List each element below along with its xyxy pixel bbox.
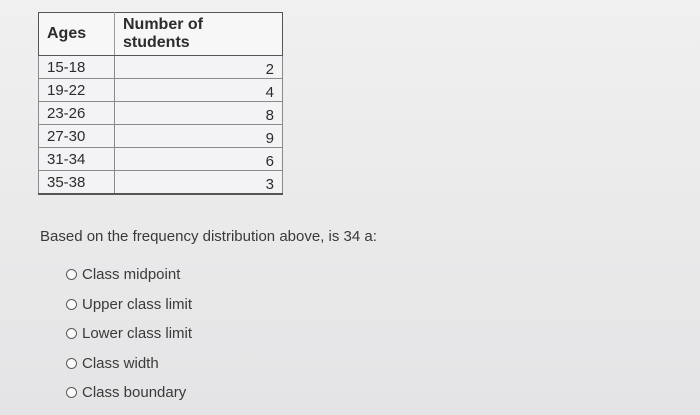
answer-options (66, 260, 192, 408)
radio-unchecked-icon[interactable] (66, 358, 77, 369)
table-row (39, 102, 283, 125)
count-cell: 3 (115, 171, 283, 195)
table-row (39, 148, 283, 171)
answer-option-lower-class-limit[interactable] (66, 319, 192, 349)
answer-option-class-width[interactable] (66, 349, 192, 379)
radio-unchecked-icon[interactable] (66, 328, 77, 339)
radio-unchecked-icon[interactable] (66, 299, 77, 310)
option-label: Upper class limit (82, 295, 193, 313)
count-cell: 9 (115, 125, 283, 148)
option-label: Lower class limit (82, 325, 193, 343)
table-row (39, 79, 283, 102)
table-row (39, 171, 283, 195)
count-cell: 6 (115, 148, 283, 171)
table-row (39, 56, 283, 79)
age-cell: 31-34 (39, 148, 115, 171)
radio-unchecked-icon[interactable] (66, 269, 77, 280)
option-label: Class boundary (82, 384, 187, 402)
column-header-ages: Ages (39, 13, 115, 56)
age-cell: 15-18 (39, 56, 115, 79)
age-cell: 19-22 (39, 79, 115, 102)
frequency-table (38, 12, 283, 195)
age-cell: 23-26 (39, 102, 115, 125)
option-label: Class midpoint (82, 266, 181, 284)
age-cell: 27-30 (39, 125, 115, 148)
option-label: Class width (82, 354, 159, 372)
count-cell: 8 (115, 102, 283, 125)
radio-unchecked-icon[interactable] (66, 387, 77, 398)
answer-option-class-midpoint[interactable] (66, 260, 192, 290)
table-row (39, 125, 283, 148)
answer-option-class-boundary[interactable] (66, 378, 192, 408)
column-header-number-of-students: Number of students (115, 13, 283, 56)
answer-option-upper-class-limit[interactable] (66, 290, 192, 320)
count-cell: 2 (115, 56, 283, 79)
table-header-row (39, 13, 283, 56)
question-text: Based on the frequency distribution above, is 34 a: (40, 228, 377, 245)
age-cell: 35-38 (39, 171, 115, 195)
count-cell: 4 (115, 79, 283, 102)
